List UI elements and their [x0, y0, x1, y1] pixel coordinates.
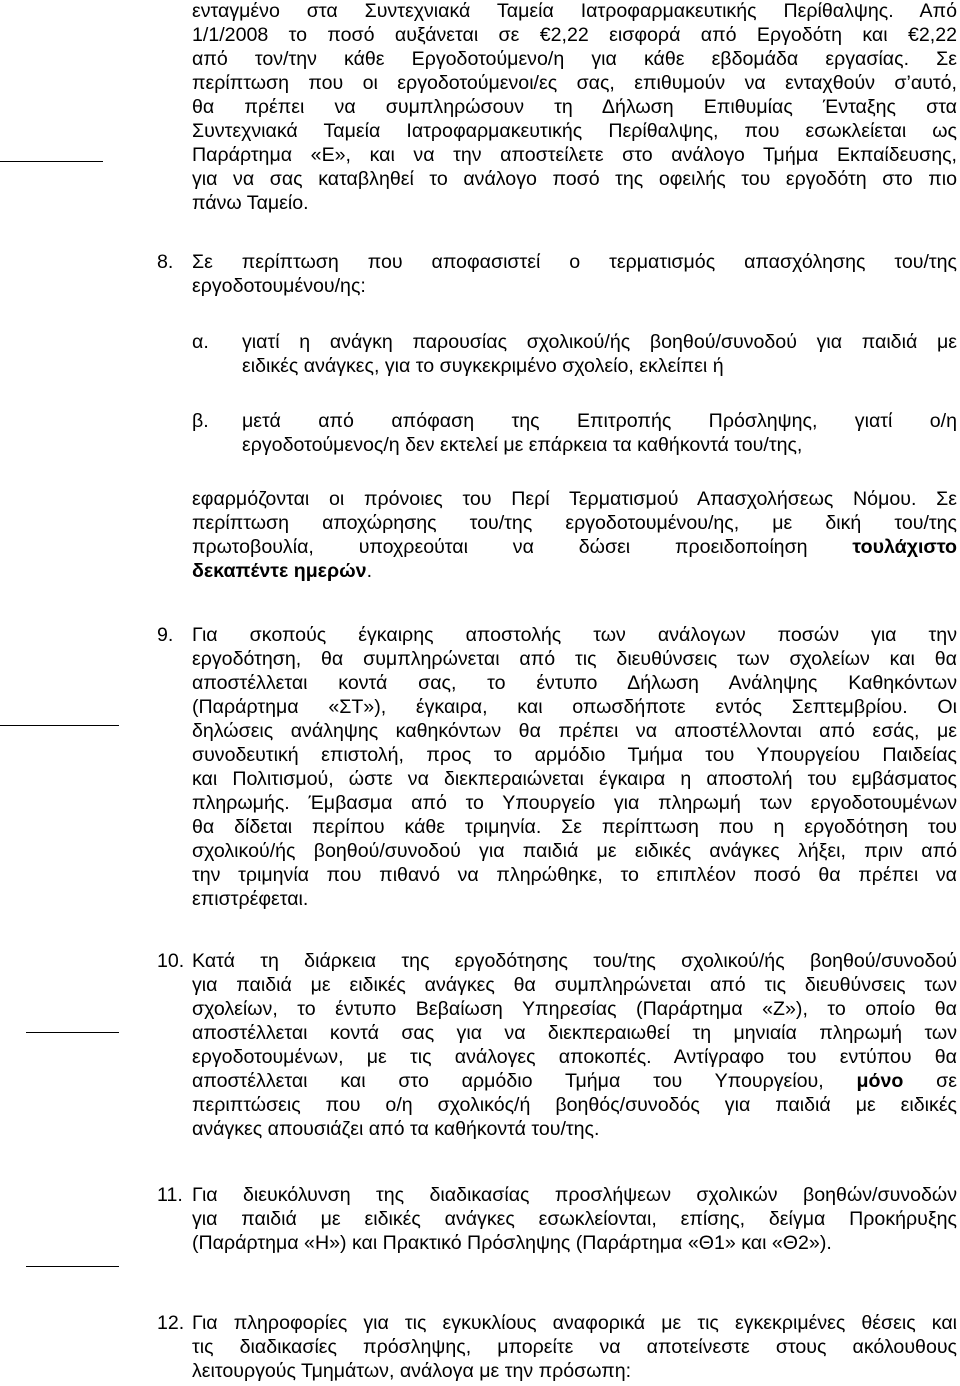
text-line: για παιδιά με ειδικές ανάγκες θα συμπληρώνεται από τις διευθύνσεις των — [192, 974, 957, 996]
text-line: την τριμηνία που πιθανό να πληρώθηκε, το επιπλέον ποσό θα πρέπει να — [192, 864, 957, 886]
text-line: γιατί η ανάγκη παρουσίας σχολικού/ής βοηθού/συνοδού για παιδιά με — [242, 331, 957, 353]
text-line: Συντεχνιακά Ταμεία Ιατροφαρμακευτικής Περίθαλψης, που εσωκλείεται ως — [192, 120, 957, 142]
text-line: εργοδοτουμένου/ης: — [192, 275, 366, 297]
text-line: εργοδοτουμένων, με τις ανάλογες αποκοπές. Αντίγραφο του εντύπου θα — [192, 1046, 957, 1068]
paragraph-number: 9. — [157, 624, 174, 646]
text-line: και Πολιτισμού, ώστε να διεκπεραιώνεται έγκαιρα η αποστολή του εμβάσματος — [192, 768, 957, 790]
emphasis-text: μόνο — [856, 1070, 904, 1092]
paragraph-number: 8. — [157, 251, 174, 273]
paragraph-number: 12. — [157, 1312, 185, 1334]
text-line: από τον/την κάθε Εργοδοτούμενο/η για κάθε εβδομάδα εργασίας. Σε — [192, 48, 957, 70]
text-line: περίπτωση αποχώρησης του/της εργοδοτουμένου/ης, με δική του/της — [192, 512, 957, 534]
text-line: μετά από απόφαση της Επιτροπής Πρόσληψης, γιατί ο/η — [242, 410, 957, 432]
text-line: Για σκοπούς έγκαιρης αποστολής των ανάλογων ποσών για την — [192, 624, 957, 646]
emphasis-text: δεκαπέντε ημερών — [192, 560, 367, 582]
emphasis-text: τουλάχιστο — [852, 536, 957, 558]
text-line: πληρωμής. Έμβασμα από το Υπουργείο για πληρωμή των εργοδοτουμένων — [192, 792, 957, 814]
text-line: για να σας καταβληθεί το ανάλογο ποσό της οφειλής του εργοδότη στο πιο — [192, 168, 957, 190]
paragraph-number: 11. — [157, 1184, 183, 1206]
text-line: εργοδότηση, θα συμπληρώνεται από τις διευθύνσεις των σχολείων και θα — [192, 648, 957, 670]
text-line: επιστρέφεται. — [192, 888, 309, 910]
text-line: 1/1/2008 το ποσό αυξάνεται σε €2,22 εισφορά από Εργοδότη και €2,22 — [192, 24, 957, 46]
paragraph-number: 10. — [157, 950, 185, 972]
text-line: λειτουργούς Τμημάτων, ανάλογα με την πρόσωπη: — [192, 1360, 632, 1382]
item-label: α. — [192, 331, 209, 353]
text-line: περίπτωση που οι εργοδοτούμενοι/ες σας, επιθυμούν να ενταχθούν σ’αυτό, — [192, 72, 957, 94]
text-line: θα πρέπει να συμπληρώσουν τη Δήλωση Επιθυμίας Ένταξης στα — [192, 96, 957, 118]
text-line: πρωτοβουλία, υποχρεούται να δώσει προειδοποίηση τουλάχιστο — [192, 536, 957, 558]
margin-rule — [0, 725, 119, 726]
text-line: δηλώσεις ανάληψης καθηκόντων θα πρέπει να αποστέλλονται από εσάς, με — [192, 720, 957, 742]
text-line: δεκαπέντε ημερών. — [192, 560, 373, 582]
text-line: (Παράρτημα «ΣΤ»), έγκαιρα, και οπωσδήποτε εντός Σεπτεμβρίου. Οι — [192, 696, 957, 718]
text-line: αποστέλλεται κοντά σας για να διεκπεραιωθεί τη μηνιαία πληρωμή των — [192, 1022, 957, 1044]
text-line: περιπτώσεις που ο/η σχολικός/ή βοηθός/συνοδός για παιδιά με ειδικές — [192, 1094, 957, 1116]
text-line: ανάγκες απουσιάζει από τα καθήκοντά του/της. — [192, 1118, 600, 1140]
text-line: εφαρμόζονται οι πρόνοιες του Περί Τερματισμού Απασχολήσεως Νόμου. Σε — [192, 488, 957, 510]
text-line: ενταγμένο στα Συντεχνιακά Ταμεία Ιατροφαρμακευτικής Περίθαλψης. Από — [192, 0, 957, 22]
margin-rule — [0, 161, 103, 162]
text-line: Για πληροφορίες για τις εγκυκλίους αναφορικά με τις εγκεκριμένες θέσεις και — [192, 1312, 957, 1334]
text-line: αποστέλλεται και στο αρμόδιο Τμήμα του Υπουργείου, μόνο σε — [192, 1070, 957, 1092]
text-line: Παράρτημα «Ε», και να την αποστείλετε στο ανάλογο Τμήμα Εκπαίδευσης, — [192, 144, 957, 166]
text-line: σχολείων, το έντυπο Βεβαίωση Υπηρεσίας (Παράρτημα «Ζ»), το οποίο θα — [192, 998, 957, 1020]
text-line: εργοδοτούμενος/η δεν εκτελεί με επάρκεια τα καθήκοντά του/της, — [242, 434, 803, 456]
margin-rule — [26, 1266, 119, 1267]
text-line: πάνω Ταμείο. — [192, 192, 309, 214]
text-line: συνοδευτική επιστολή, προς το αρμόδιο Τμήμα του Υπουργείου Παιδείας — [192, 744, 957, 766]
text-line: αποστέλλεται κοντά σας, το έντυπο Δήλωση Ανάληψης Καθηκόντων — [192, 672, 957, 694]
margin-rule — [26, 1032, 119, 1033]
text-line: ειδικές ανάγκες, για το συγκεκριμένο σχολείο, εκλείπει ή — [242, 355, 724, 377]
text-line: για παιδιά με ειδικές ανάγκες εσωκλείονται, επίσης, δείγμα Προκήρυξης — [192, 1208, 957, 1230]
text-line: (Παράρτημα «Η») και Πρακτικό Πρόσληψης (Παράρτημα «Θ1» και «Θ2»). — [192, 1232, 832, 1254]
text-line: θα δίδεται περίπου κάθε τριμηνία. Σε περίπτωση που η εργοδότηση του — [192, 816, 957, 838]
text-line: Κατά τη διάρκεια της εργοδότησης του/της σχολικού/ής βοηθού/συνοδού — [192, 950, 957, 972]
text-line: Σε περίπτωση που αποφασιστεί ο τερματισμός απασχόλησης του/της — [192, 251, 957, 273]
text-line: Για διευκόλυνση της διαδικασίας προσλήψεων σχολικών βοηθών/συνοδών — [192, 1184, 957, 1206]
item-label: β. — [192, 410, 209, 432]
text-line: σχολικού/ής βοηθού/συνοδού για παιδιά με ειδικές ανάγκες λήξει, πριν από — [192, 840, 957, 862]
text-line: τις διαδικασίες πρόσληψης, μπορείτε να αποτείνεστε στους ακόλουθους — [192, 1336, 957, 1358]
